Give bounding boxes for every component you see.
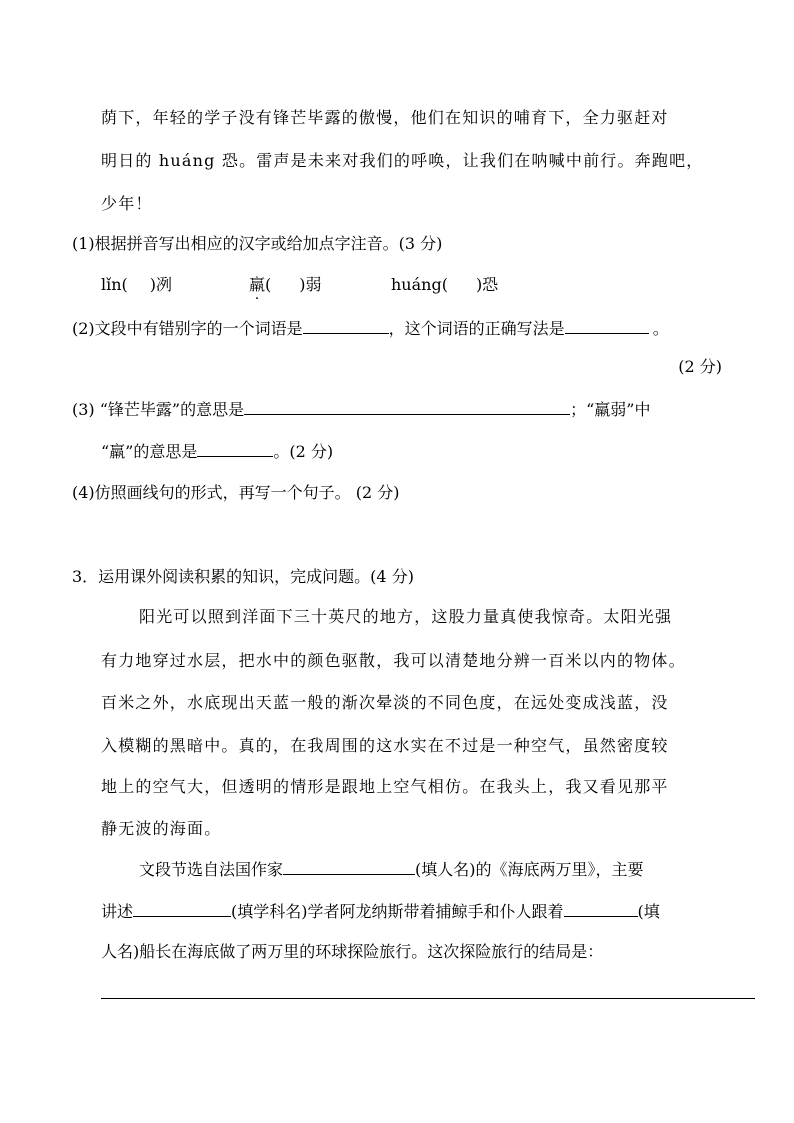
answer-blank[interactable]	[565, 317, 649, 334]
passage-line: 地上的空气大，但透明的情形是跟地上空气相仿。在我头上，我又看见那平	[101, 777, 669, 796]
pinyin-text: huáng(	[391, 275, 448, 294]
q2-text-after: 。	[652, 319, 669, 338]
question-2	[72, 317, 669, 340]
section-3-heading: 3．运用课外阅读积累的知识，完成问题。(4 分)	[72, 567, 414, 586]
paren-open: (	[265, 275, 272, 294]
fill-line-1	[139, 858, 644, 881]
q3-line2-after: 。(2 分)	[273, 442, 334, 461]
pinyin-suffix: )弱	[299, 275, 322, 294]
question-3	[72, 398, 651, 421]
author-blank[interactable]	[283, 858, 415, 875]
q3-text-after: ；“羸弱”中	[570, 400, 651, 419]
fill-line-2	[101, 900, 660, 923]
pinyin-item-2	[249, 274, 322, 296]
answer-line[interactable]	[101, 998, 755, 999]
captain-blank[interactable]	[564, 900, 638, 917]
fill-text: 讲述	[101, 902, 134, 921]
passage-line: 静无波的海面。	[101, 819, 222, 838]
q2-text-before: (2)文段中有错别字的一个词语是	[72, 319, 303, 338]
question-4: (4)仿照画线句的形式，再写一个句子。 (2 分)	[72, 483, 400, 502]
passage-line: 阳光可以照到洋面下三十英尺的地方，这股力量真使我惊奇。太阳光强	[139, 607, 673, 626]
subject-blank[interactable]	[133, 900, 231, 917]
passage-line: 入模糊的黑暗中。真的，在我周围的这水实在不过是一种空气，虽然密度较	[101, 736, 669, 755]
fill-line-3: 人名)船长在海底做了两万里的环球探险旅行。这次探险旅行的结局是：	[101, 942, 604, 961]
question-3-line2	[101, 440, 333, 463]
answer-blank[interactable]	[303, 317, 389, 334]
question-1: (1)根据拼音写出相应的汉字或给加点字注音。(3 分)	[72, 234, 443, 253]
passage-line: 明日的 huáng 恐。雷声是未来对我们的呼唤，让我们在呐喊中前行。奔跑吧，	[101, 151, 704, 170]
fill-text: 文段节选自法国作家	[139, 860, 284, 879]
answer-blank[interactable]	[197, 440, 273, 457]
passage-line: 百米之外，水底现出天蓝一般的渐次晕淡的不同色度，在远处变成浅蓝，没	[101, 693, 669, 712]
passage-line: 荫下，年轻的学子没有锋芒毕露的傲慢，他们在知识的哺育下，全力驱赶对	[101, 108, 669, 127]
q3-text-before: (3) “锋芒毕露”的意思是	[72, 400, 245, 419]
fill-text: (填学科名)学者阿龙纳斯带着捕鲸手和仆人跟着	[231, 902, 564, 921]
dotted-char: 羸	[249, 275, 266, 294]
q3-line2-before: “羸”的意思是	[101, 442, 198, 461]
q2-score: (2 分)	[678, 357, 722, 376]
pinyin-text: lǐn(	[101, 275, 128, 294]
pinyin-suffix: )恐	[475, 275, 499, 294]
fill-text: (填人名)的《海底两万里》，主要	[415, 860, 644, 879]
pinyin-suffix: )冽	[149, 275, 173, 294]
fill-text: (填	[637, 902, 660, 921]
answer-blank[interactable]	[244, 398, 570, 415]
q2-text-middle: ，这个词语的正确写法是	[388, 319, 565, 338]
pinyin-item-3	[391, 274, 498, 296]
passage-line: 少年！	[101, 194, 153, 213]
pinyin-item-1	[101, 274, 172, 296]
passage-line: 有力地穿过水层，把水中的颜色驱散，我可以清楚地分辨一百米以内的物体。	[101, 651, 686, 670]
